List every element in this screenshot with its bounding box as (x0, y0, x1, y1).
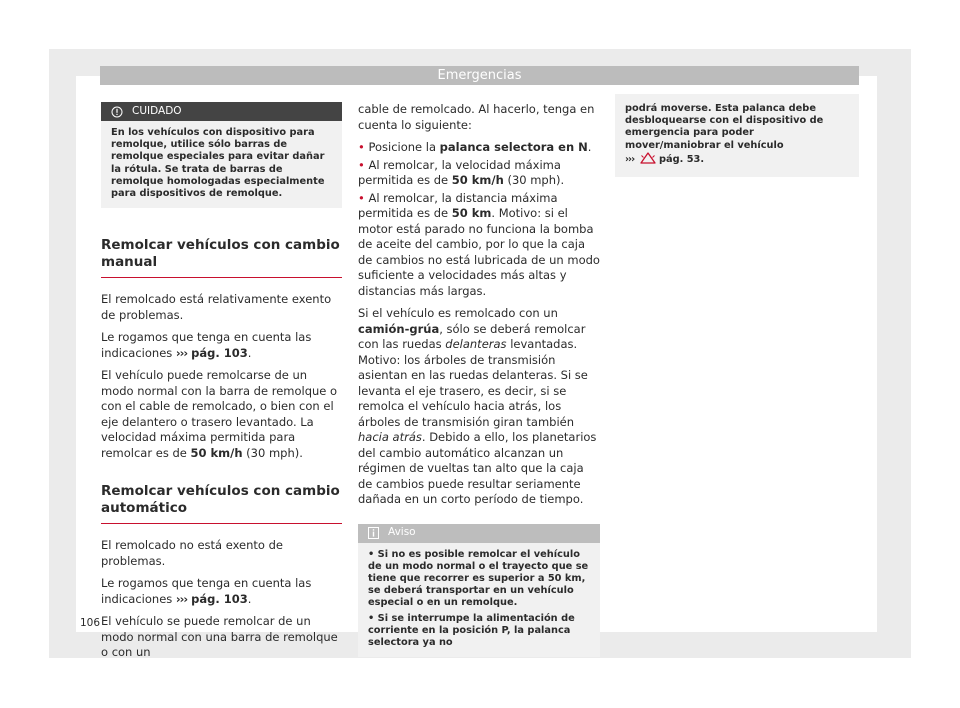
section-title-automatic: Remolcar vehículos con cambio automático (101, 483, 342, 524)
caution-box-header (101, 102, 342, 121)
manual-paragraph-2: Le rogamos que tenga en cuenta las indicaciones ››› pág. 103. (101, 330, 312, 360)
auto-paragraph-3: El vehículo se puede remolcar de un modo normal con una barra de remolque o con un (101, 614, 338, 660)
manual-paragraph-3: El vehículo puede remolcarse de un modo normal con la barra de remolque o con el cable de remolcado, o bien con el eje delantero o trasero levantado. La velocidad máxima permitida para remolcar es de 50 km/h (30 mph). (101, 368, 338, 460)
bullet-item: • Al remolcar, la velocidad máxima permitida es de 50 km/h (30 mph). (358, 157, 565, 187)
reference-arrows: ››› (175, 591, 188, 606)
page-reference-link[interactable]: pág. 103 (187, 591, 248, 606)
note-box (358, 524, 600, 658)
auto-paragraph-1: El remolcado no está exento de problemas. (101, 538, 283, 568)
note-text (358, 543, 600, 658)
page-reference-link[interactable]: pág. 53 (655, 153, 701, 165)
col2-paragraph-2: Si el vehículo es remolcado con un camión-grúa, sólo se deberá remolcar con las ruedas delanteras levantadas. Motivo: los árboles de transmisión asientan en las ruedas delanteras. Si se levanta el eje trasero, es decir, si se remolca el vehículo hacia atrás, los árboles de transmisión giran también hacia atrás. Debido a ello, los planetarios del cambio automático alcanzan un régimen de vueltas tan alto que la caja de cambios puede resultar seriamente dañada en un corto período de tiempo. (358, 306, 597, 506)
warning-triangle-icon (640, 152, 656, 168)
column-right (615, 94, 859, 177)
continued-note-box (615, 94, 859, 177)
continued-note-text: podrá moverse. Esta palanca debe desbloquearse con el dispositivo de emergencia para poder mover/maniobrar el vehículo ››› pág. 53. (615, 94, 859, 177)
reference-arrows: ››› (625, 153, 635, 165)
caution-text: En los vehículos con dispositivo para remolque, utilice sólo barras de remolque especiales para evitar dañar la rótula. Se trata de barras de remolque homologadas especialmente para dispositivos de remolque. (111, 127, 325, 200)
column-left (101, 102, 342, 668)
page-header: Emergencias (100, 66, 859, 85)
note-item: • Si no es posible remolcar el vehículo de un modo normal o el trayecto que se tiene que recorrer es superior a 50 km, se deberá transportar en un vehículo especial o en un remolque. (368, 548, 589, 609)
note-label: Aviso (388, 526, 416, 539)
manual-paragraph-1: El remolcado está relativamente exento de problemas. (101, 292, 332, 322)
bullet-item: • Al remolcar, la distancia máxima permitida es de 50 km. Motivo: si el motor está parado no funciona la bomba de aceite del cambio, por lo que la caja de cambios no está lubricada de un modo suficiente a velocidades más altas y distancias más largas. (358, 190, 600, 298)
note-item: • Si se interrumpe la alimentación de corriente en la posición P, la palanca selectora ya no (368, 612, 575, 648)
caution-icon (111, 106, 123, 118)
auto-paragraph-2: Le rogamos que tenga en cuenta las indicaciones ››› pág. 103. (101, 576, 312, 606)
caution-box (101, 102, 342, 208)
column-middle (358, 102, 600, 657)
page-number: 106 (80, 617, 101, 629)
page-reference-link[interactable]: pág. 103 (187, 345, 248, 360)
info-icon (368, 527, 379, 539)
bullet-item: • Posicione la palanca selectora en N. (358, 140, 592, 154)
col2-paragraph-1: cable de remolcado. Al hacerlo, tenga en cuenta lo siguiente: (358, 102, 595, 132)
section-title-manual: Remolcar vehículos con cambio manual (101, 237, 342, 278)
reference-arrows: ››› (175, 345, 188, 360)
caution-label: CUIDADO (132, 104, 182, 117)
note-box-header (358, 524, 600, 543)
